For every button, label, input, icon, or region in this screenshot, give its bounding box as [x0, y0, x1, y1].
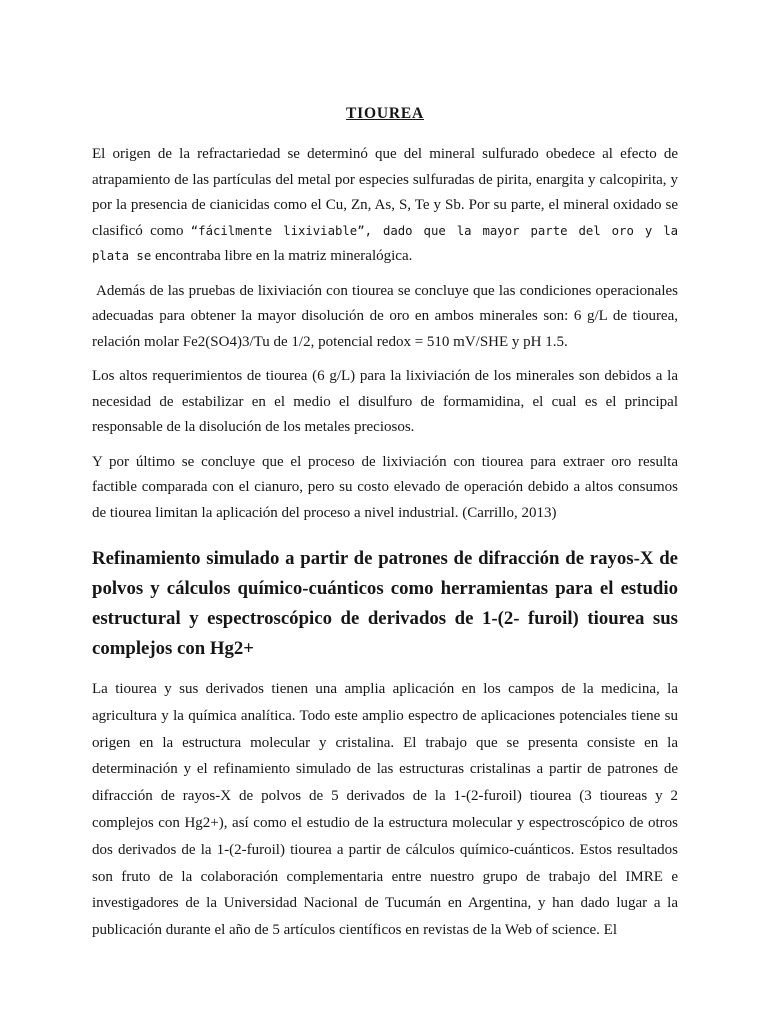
paragraph-derivados: La tiourea y sus derivados tienen una amplia aplicación en los campos de la medicina, la agricultura y la química analítica. Todo este amplio espectro de aplicaciones potenciales tiene su origen en la estructura molecular y cristalina. El trabajo que se presenta consiste en la determinación y el refinamiento simulado de las estructuras cristalinas a partir de patrones de difracción de rayos-X de polvos de 5 derivados de la 1-(2-furoil) tiourea (3 tioureas y 2 complejos con Hg2+), así como el estudio de la estructura molecular y espectroscópico de otros dos derivados de la 1-(2-furoil) tiourea a partir de cálculos químico-cuánticos. Estos resultados son fruto de la colaboración complementaria entre nuestro grupo de trabajo del IMRE e investigadores de la Universidad Nacional de Tucumán en Argentina, y han dado lugar a la publicación durante el año de 5 artículos científicos en revistas de la Web of science. El: [92, 681, 678, 939]
paragraph-conclusion: Y por último se concluye que el proceso de lixiviación con tiourea para extraer oro resulta factible comparada con el cianuro, pero su costo elevado de operación debido a altos consumos de tiourea limitan la aplicación del proceso a nivel industrial. (Carrillo, 2013): [92, 453, 678, 521]
paragraph-text: El origen de la refractariedad se determinó que del mineral sulfurado obedece al efecto de atrapamiento de las partículas del metal por especies sulfuradas de pirita, enargita y calcopirita, y por la presencia de cianicidas como el Cu, Zn, As, S, Te y Sb. Por su parte, el mineral oxidado se clasificó como: [92, 146, 678, 239]
paragraph-text: encontraba libre en la matriz mineralógica.: [151, 248, 413, 264]
paragraph-requerimientos: Los altos requerimientos de tiourea (6 g/L) para la lixiviación de los minerales son debidos a la necesidad de estabilizar en el medio el disulfuro de formamidina, el cual es el principal responsable de la disolución de los metales preciosos.: [92, 368, 678, 435]
quoted-phrase: “fácilmente lixiviable”, dado que la mayor parte del oro y la plata se: [92, 223, 678, 263]
document-title: TIOUREA: [346, 105, 424, 122]
document-page: [92, 104, 678, 953]
paragraph-condiciones: Además de las pruebas de lixiviación con tiourea se concluye que las condiciones operacionales adecuadas para obtener la mayor disolución de oro en ambos minerales son: 6 g/L de tiourea, relación molar Fe2(SO4)3/Tu de 1/2, potencial redox = 510 mV/SHE y pH 1.5.: [92, 282, 678, 350]
section-heading: Refinamiento simulado a partir de patrones de difracción de rayos-X de polvos y cálculos químico-cuánticos como herramientas para el estudio estructural y espectroscópico de derivados de 1-(2- furoil) tiourea sus complejos con Hg2+: [92, 548, 678, 659]
paragraph-refractariedad: [92, 142, 678, 270]
